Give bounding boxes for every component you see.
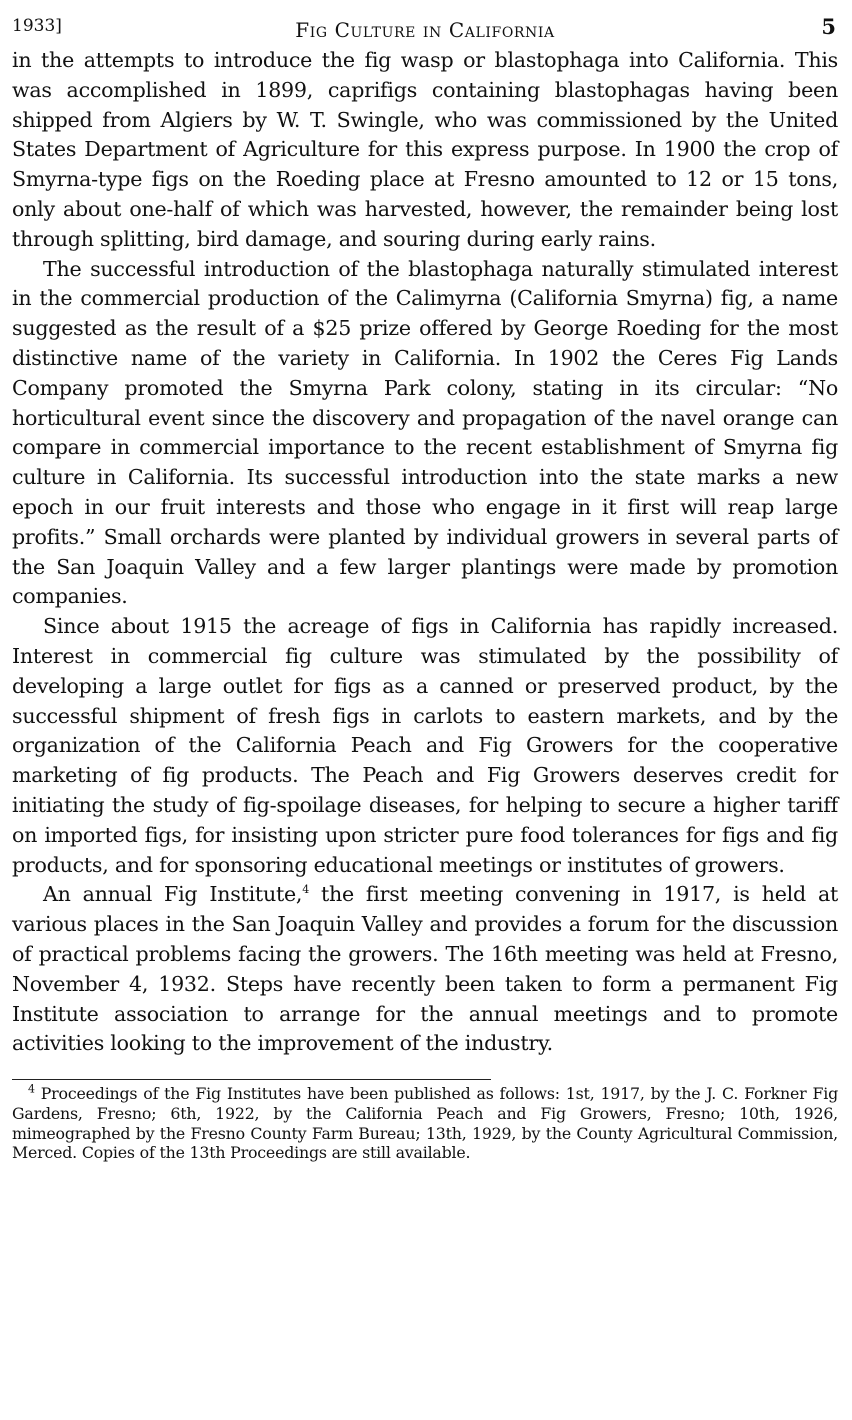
paragraph-4 [12,880,838,1059]
body-text [12,46,838,1059]
footnote-divider [12,1079,491,1080]
header-year: 1933] [12,16,62,36]
page-header [12,10,838,46]
footnote-text: Proceedings of the Fig Institutes have been published as follows: 1st, 1917, by the J. C. Forkner Fig Gardens, Fresno; 6th, 1922, by the California Peach and Fig Growers, Fresno; 10th, 1926, mimeographed by the Fresno County Farm Bureau; 13th, 1929, by the County Agricultural Commission, Merced. Copies of the 13th Proceedings are still available. [12,1084,838,1163]
paragraph-1: in the attempts to introduce the fig wasp or blastophaga into California. This was accomplished in 1899, caprifigs containing blastophagas having been shipped from Algiers by W. T. Swingle, who was commissioned by the United States Department of Agriculture for this express purpose. In 1900 the crop of Smyrna-type figs on the Roeding place at Fresno amounted to 12 or 15 tons, only about one-half of which was harvested, however, the remainder being lost through splitting, bird damage, and souring during early rains. [12,48,838,251]
paragraph-2: The successful introduction of the blastophaga naturally stimulated interest in the commercial production of the Calimyrna (California Smyrna) fig, a name suggested as the result of a $25 prize offered by George Roeding for the most distinctive name of the variety in California. In 1902 the Ceres Fig Lands Company promoted the Smyrna Park colony, stating in its circular: “No horticultural event since the discovery and propagation of the navel orange can compare in commercial importance to the recent establishment of Smyrna fig culture in California. Its successful introduction into the state marks a new epoch in our fruit interests and those who engage in it first will reap large profits.” Small orchards were planted by individual growers in several parts of the San Joaquin Valley and a few larger plantings were made by promotion companies. [12,256,838,609]
footnote [12,1084,838,1163]
paragraph-3: Since about 1915 the acreage of figs in California has rapidly increased. Interest in commercial fig culture was stimulated by the possibility of developing a large outlet for figs as a canned or preserved product, by the successful shipment of fresh figs in carlots to eastern markets, and by the organization of the California Peach and Fig Growers for the cooperative marketing of fig products. The Peach and Fig Growers deserves credit for initiating the study of fig-spoilage diseases, for helping to secure a higher tariff on imported figs, for insisting upon stricter pure food tolerances for figs and fig products, and for sponsoring educational meetings or institutes of growers. [12,614,838,877]
page-number: 5 [821,14,836,39]
footnote-marker: 4 [28,1082,35,1096]
document-page [12,10,838,1163]
paragraph-4-text-after-note: the first meeting convening in 1917, is held at various places in the San Joaquin Valley and provides a forum for the discussion of practical problems facing the growers. The 16th meeting was held at Fresno, November 4, 1932. Steps have recently been taken to form a permanent Fig Institute association to arrange for the annual meetings and to promote activities looking to the improvement of the industry. [12,882,838,1056]
running-title: Fig Culture in California [295,18,555,42]
footnote-reference: 4 [302,883,309,897]
paragraph-4-text-before-note: An annual Fig Institute, [43,882,303,907]
